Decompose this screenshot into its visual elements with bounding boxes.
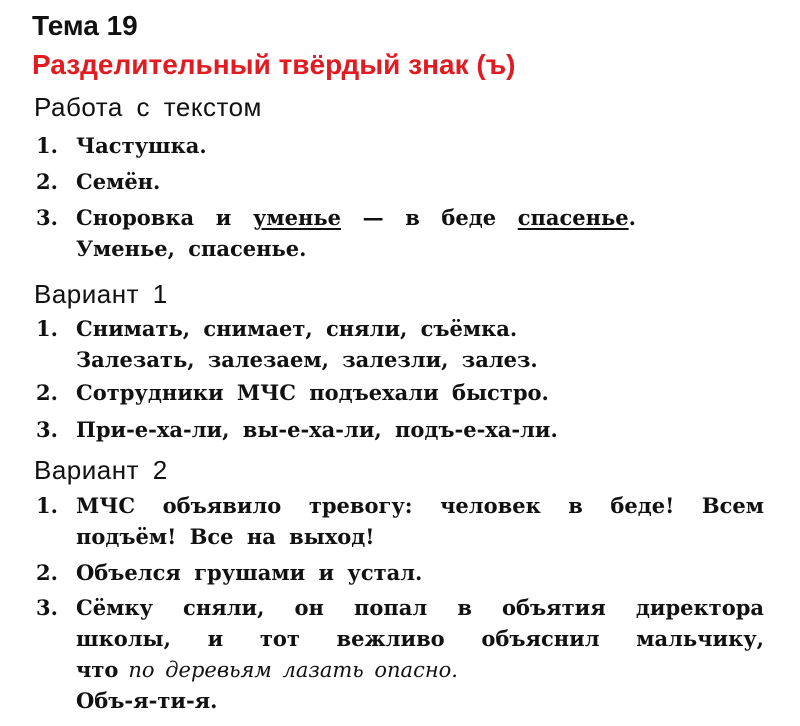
item-text: Уменье, спасенье. [76, 236, 307, 261]
item-text: Семён. [76, 169, 161, 194]
proverb-line [76, 203, 636, 233]
item-number: 2. [36, 560, 58, 585]
item-text: Объ-я-ти-я. [76, 688, 218, 713]
item-number: 2. [36, 380, 58, 405]
underlined-word-group [518, 203, 636, 233]
topic-number: Тема 19 [32, 10, 138, 41]
section-heading-variant-2: Вариант 2 [34, 455, 168, 485]
word: Сноровка [76, 205, 195, 230]
item-text: что [76, 657, 119, 682]
item-number: 3. [36, 417, 58, 442]
item-text: Залезать, залезаем, залезли, залез. [76, 347, 538, 372]
item-number: 2. [36, 169, 58, 194]
item-text: Частушка. [76, 133, 207, 158]
handwritten-text: по деревьям лазать опасно. [128, 658, 458, 682]
item-text: При-е-ха-ли, вы-е-ха-ли, подъ-е-ха-ли. [76, 417, 558, 442]
period: . [628, 205, 636, 230]
item-number: 1. [36, 316, 58, 341]
underlined-word: уменье [252, 205, 341, 230]
section-heading-variant-1: Вариант 1 [34, 279, 168, 309]
dash: — [362, 205, 384, 230]
item-text: Сотрудники МЧС подъехали быстро. [76, 380, 549, 405]
item-text: МЧС объявило тревогу: человек в беде! Всем [76, 493, 764, 518]
word: беде [441, 205, 497, 230]
underlined-word: спасенье [517, 205, 629, 230]
handwritten-answer-line [76, 655, 458, 685]
word: и [215, 205, 232, 230]
item-text: подъём! Все на выход! [76, 524, 375, 549]
item-text: школы, и тот вежливо объяснил мальчику, [76, 626, 764, 651]
item-text: Объелся грушами и устал. [76, 560, 423, 585]
topic-title: Разделительный твёрдый знак (ъ) [32, 49, 516, 80]
item-text: Сёмку сняли, он попал в объятия директора [76, 595, 764, 620]
item-number: 3. [36, 595, 58, 620]
item-number: 3. [36, 205, 58, 230]
item-number: 1. [36, 133, 58, 158]
section-heading-text-work: Работа с текстом [34, 92, 262, 122]
item-number: 1. [36, 493, 58, 518]
word: в [405, 205, 420, 230]
item-text: Снимать, снимает, сняли, съёмка. [76, 316, 518, 341]
